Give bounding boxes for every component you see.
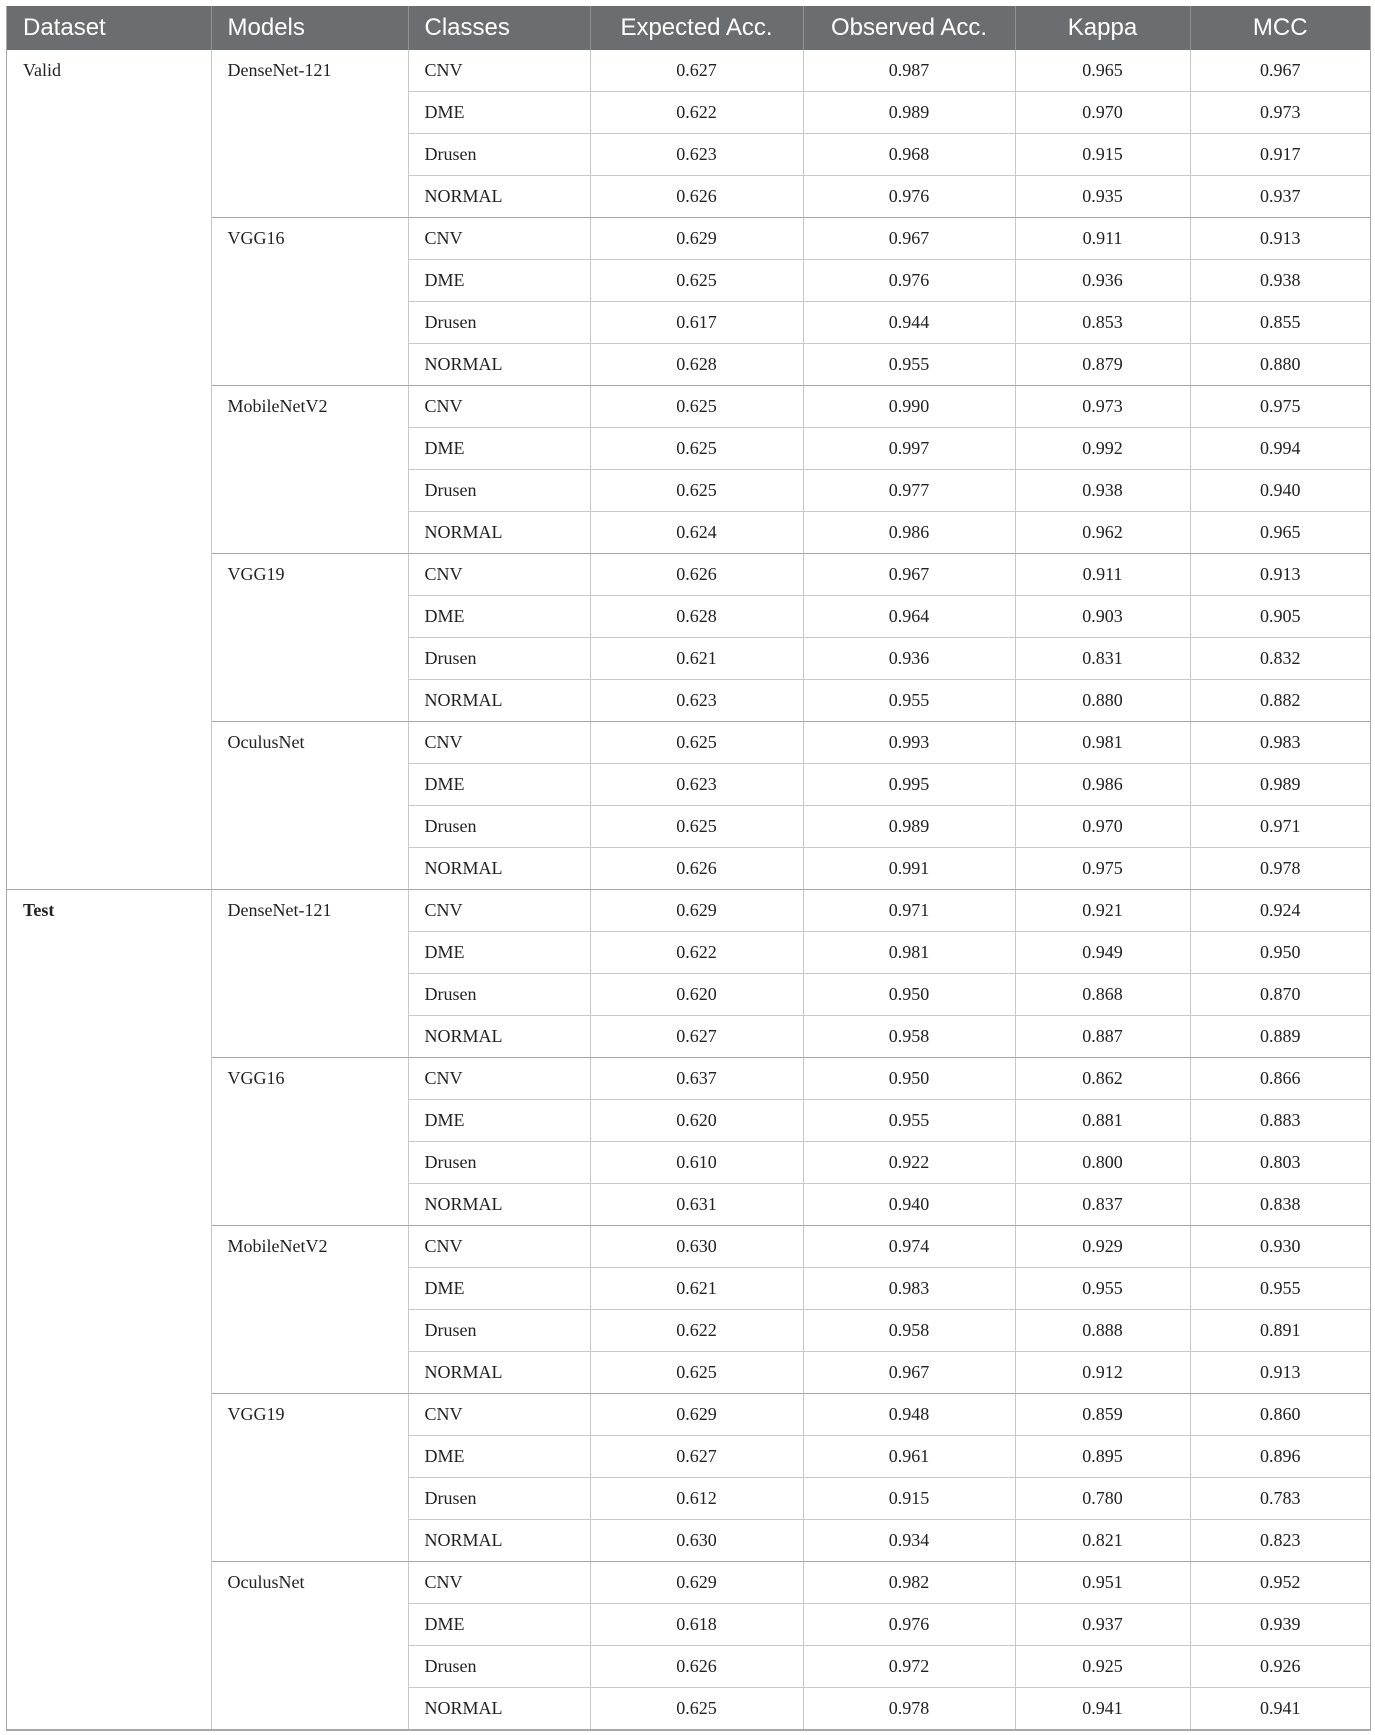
expected-acc-cell: 0.626 — [590, 554, 803, 596]
expected-acc-cell: 0.623 — [590, 134, 803, 176]
kappa-cell: 0.941 — [1015, 1688, 1190, 1730]
expected-acc-cell: 0.617 — [590, 302, 803, 344]
class-cell: CNV — [408, 1562, 590, 1604]
observed-acc-cell: 0.976 — [803, 1604, 1015, 1646]
expected-acc-cell: 0.621 — [590, 1268, 803, 1310]
class-cell: Drusen — [408, 302, 590, 344]
header-row — [7, 6, 1370, 50]
class-cell: CNV — [408, 1226, 590, 1268]
results-table-container — [6, 6, 1371, 1731]
class-cell: DME — [408, 260, 590, 302]
expected-acc-cell: 0.624 — [590, 512, 803, 554]
class-cell: Drusen — [408, 1478, 590, 1520]
header-expected-acc: Expected Acc. — [590, 6, 803, 50]
class-cell: CNV — [408, 890, 590, 932]
kappa-cell: 0.881 — [1015, 1100, 1190, 1142]
mcc-cell: 0.930 — [1190, 1226, 1370, 1268]
mcc-cell: 0.978 — [1190, 848, 1370, 890]
observed-acc-cell: 0.987 — [803, 50, 1015, 92]
mcc-cell: 0.783 — [1190, 1478, 1370, 1520]
model-cell: OculusNet — [211, 722, 408, 890]
kappa-cell: 0.915 — [1015, 134, 1190, 176]
expected-acc-cell: 0.622 — [590, 932, 803, 974]
observed-acc-cell: 0.964 — [803, 596, 1015, 638]
mcc-cell: 0.870 — [1190, 974, 1370, 1016]
class-cell: Drusen — [408, 1646, 590, 1688]
expected-acc-cell: 0.620 — [590, 1100, 803, 1142]
header-kappa: Kappa — [1015, 6, 1190, 50]
mcc-cell: 0.913 — [1190, 218, 1370, 260]
mcc-cell: 0.955 — [1190, 1268, 1370, 1310]
observed-acc-cell: 0.934 — [803, 1520, 1015, 1562]
mcc-cell: 0.823 — [1190, 1520, 1370, 1562]
expected-acc-cell: 0.630 — [590, 1226, 803, 1268]
class-cell: Drusen — [408, 974, 590, 1016]
mcc-cell: 0.952 — [1190, 1562, 1370, 1604]
mcc-cell: 0.973 — [1190, 92, 1370, 134]
observed-acc-cell: 0.978 — [803, 1688, 1015, 1730]
mcc-cell: 0.994 — [1190, 428, 1370, 470]
kappa-cell: 0.780 — [1015, 1478, 1190, 1520]
expected-acc-cell: 0.631 — [590, 1184, 803, 1226]
kappa-cell: 0.903 — [1015, 596, 1190, 638]
kappa-cell: 0.962 — [1015, 512, 1190, 554]
mcc-cell: 0.926 — [1190, 1646, 1370, 1688]
class-cell: Drusen — [408, 134, 590, 176]
kappa-cell: 0.921 — [1015, 890, 1190, 932]
kappa-cell: 0.837 — [1015, 1184, 1190, 1226]
expected-acc-cell: 0.629 — [590, 890, 803, 932]
class-cell: CNV — [408, 722, 590, 764]
kappa-cell: 0.925 — [1015, 1646, 1190, 1688]
mcc-cell: 0.917 — [1190, 134, 1370, 176]
kappa-cell: 0.895 — [1015, 1436, 1190, 1478]
class-cell: NORMAL — [408, 1352, 590, 1394]
kappa-cell: 0.831 — [1015, 638, 1190, 680]
observed-acc-cell: 0.940 — [803, 1184, 1015, 1226]
observed-acc-cell: 0.936 — [803, 638, 1015, 680]
class-cell: NORMAL — [408, 176, 590, 218]
header-models: Models — [211, 6, 408, 50]
kappa-cell: 0.951 — [1015, 1562, 1190, 1604]
expected-acc-cell: 0.622 — [590, 92, 803, 134]
class-cell: Drusen — [408, 638, 590, 680]
kappa-cell: 0.859 — [1015, 1394, 1190, 1436]
kappa-cell: 0.911 — [1015, 554, 1190, 596]
class-cell: NORMAL — [408, 848, 590, 890]
expected-acc-cell: 0.625 — [590, 1352, 803, 1394]
observed-acc-cell: 0.958 — [803, 1016, 1015, 1058]
kappa-cell: 0.986 — [1015, 764, 1190, 806]
class-cell: DME — [408, 1604, 590, 1646]
class-cell: Drusen — [408, 1310, 590, 1352]
mcc-cell: 0.937 — [1190, 176, 1370, 218]
expected-acc-cell: 0.626 — [590, 1646, 803, 1688]
expected-acc-cell: 0.625 — [590, 260, 803, 302]
dataset-cell: Valid — [7, 50, 211, 890]
expected-acc-cell: 0.629 — [590, 218, 803, 260]
expected-acc-cell: 0.627 — [590, 1016, 803, 1058]
mcc-cell: 0.983 — [1190, 722, 1370, 764]
expected-acc-cell: 0.612 — [590, 1478, 803, 1520]
expected-acc-cell: 0.625 — [590, 806, 803, 848]
expected-acc-cell: 0.625 — [590, 722, 803, 764]
observed-acc-cell: 0.976 — [803, 176, 1015, 218]
observed-acc-cell: 0.990 — [803, 386, 1015, 428]
expected-acc-cell: 0.637 — [590, 1058, 803, 1100]
mcc-cell: 0.891 — [1190, 1310, 1370, 1352]
class-cell: CNV — [408, 218, 590, 260]
model-cell: VGG16 — [211, 218, 408, 386]
observed-acc-cell: 0.948 — [803, 1394, 1015, 1436]
kappa-cell: 0.992 — [1015, 428, 1190, 470]
kappa-cell: 0.949 — [1015, 932, 1190, 974]
class-cell: DME — [408, 428, 590, 470]
kappa-cell: 0.800 — [1015, 1142, 1190, 1184]
model-cell: DenseNet-121 — [211, 890, 408, 1058]
table-row — [7, 1394, 1370, 1436]
mcc-cell: 0.975 — [1190, 386, 1370, 428]
observed-acc-cell: 0.967 — [803, 218, 1015, 260]
class-cell: NORMAL — [408, 1688, 590, 1730]
header-mcc: MCC — [1190, 6, 1370, 50]
observed-acc-cell: 0.955 — [803, 1100, 1015, 1142]
expected-acc-cell: 0.620 — [590, 974, 803, 1016]
observed-acc-cell: 0.950 — [803, 1058, 1015, 1100]
kappa-cell: 0.879 — [1015, 344, 1190, 386]
expected-acc-cell: 0.630 — [590, 1520, 803, 1562]
mcc-cell: 0.803 — [1190, 1142, 1370, 1184]
model-cell: OculusNet — [211, 1562, 408, 1730]
observed-acc-cell: 0.955 — [803, 680, 1015, 722]
table-row — [7, 218, 1370, 260]
model-cell: MobileNetV2 — [211, 386, 408, 554]
mcc-cell: 0.889 — [1190, 1016, 1370, 1058]
class-cell: NORMAL — [408, 1520, 590, 1562]
kappa-cell: 0.911 — [1015, 218, 1190, 260]
observed-acc-cell: 0.981 — [803, 932, 1015, 974]
kappa-cell: 0.975 — [1015, 848, 1190, 890]
expected-acc-cell: 0.627 — [590, 1436, 803, 1478]
expected-acc-cell: 0.625 — [590, 1688, 803, 1730]
mcc-cell: 0.832 — [1190, 638, 1370, 680]
observed-acc-cell: 0.971 — [803, 890, 1015, 932]
mcc-cell: 0.940 — [1190, 470, 1370, 512]
observed-acc-cell: 0.958 — [803, 1310, 1015, 1352]
table-row — [7, 722, 1370, 764]
observed-acc-cell: 0.977 — [803, 470, 1015, 512]
class-cell: NORMAL — [408, 1184, 590, 1226]
model-cell: VGG19 — [211, 554, 408, 722]
expected-acc-cell: 0.618 — [590, 1604, 803, 1646]
observed-acc-cell: 0.967 — [803, 1352, 1015, 1394]
expected-acc-cell: 0.629 — [590, 1562, 803, 1604]
expected-acc-cell: 0.623 — [590, 680, 803, 722]
mcc-cell: 0.860 — [1190, 1394, 1370, 1436]
class-cell: DME — [408, 764, 590, 806]
expected-acc-cell: 0.623 — [590, 764, 803, 806]
kappa-cell: 0.853 — [1015, 302, 1190, 344]
kappa-cell: 0.821 — [1015, 1520, 1190, 1562]
model-cell: DenseNet-121 — [211, 50, 408, 218]
observed-acc-cell: 0.986 — [803, 512, 1015, 554]
kappa-cell: 0.929 — [1015, 1226, 1190, 1268]
class-cell: Drusen — [408, 1142, 590, 1184]
table-row — [7, 890, 1370, 932]
header-observed-acc: Observed Acc. — [803, 6, 1015, 50]
class-cell: NORMAL — [408, 680, 590, 722]
mcc-cell: 0.989 — [1190, 764, 1370, 806]
observed-acc-cell: 0.989 — [803, 806, 1015, 848]
class-cell: NORMAL — [408, 512, 590, 554]
mcc-cell: 0.967 — [1190, 50, 1370, 92]
mcc-cell: 0.896 — [1190, 1436, 1370, 1478]
class-cell: DME — [408, 596, 590, 638]
expected-acc-cell: 0.621 — [590, 638, 803, 680]
observed-acc-cell: 0.950 — [803, 974, 1015, 1016]
observed-acc-cell: 0.972 — [803, 1646, 1015, 1688]
mcc-cell: 0.913 — [1190, 1352, 1370, 1394]
expected-acc-cell: 0.628 — [590, 596, 803, 638]
mcc-cell: 0.838 — [1190, 1184, 1370, 1226]
observed-acc-cell: 0.974 — [803, 1226, 1015, 1268]
observed-acc-cell: 0.976 — [803, 260, 1015, 302]
header-classes: Classes — [408, 6, 590, 50]
observed-acc-cell: 0.961 — [803, 1436, 1015, 1478]
results-table — [7, 6, 1370, 1730]
observed-acc-cell: 0.991 — [803, 848, 1015, 890]
kappa-cell: 0.880 — [1015, 680, 1190, 722]
mcc-cell: 0.950 — [1190, 932, 1370, 974]
kappa-cell: 0.955 — [1015, 1268, 1190, 1310]
table-row — [7, 1226, 1370, 1268]
model-cell: VGG19 — [211, 1394, 408, 1562]
expected-acc-cell: 0.628 — [590, 344, 803, 386]
class-cell: DME — [408, 1268, 590, 1310]
mcc-cell: 0.924 — [1190, 890, 1370, 932]
kappa-cell: 0.887 — [1015, 1016, 1190, 1058]
expected-acc-cell: 0.625 — [590, 470, 803, 512]
class-cell: CNV — [408, 386, 590, 428]
observed-acc-cell: 0.955 — [803, 344, 1015, 386]
observed-acc-cell: 0.982 — [803, 1562, 1015, 1604]
kappa-cell: 0.868 — [1015, 974, 1190, 1016]
mcc-cell: 0.913 — [1190, 554, 1370, 596]
observed-acc-cell: 0.993 — [803, 722, 1015, 764]
class-cell: DME — [408, 92, 590, 134]
mcc-cell: 0.938 — [1190, 260, 1370, 302]
class-cell: CNV — [408, 1394, 590, 1436]
kappa-cell: 0.888 — [1015, 1310, 1190, 1352]
table-row — [7, 50, 1370, 92]
table-row — [7, 554, 1370, 596]
class-cell: CNV — [408, 50, 590, 92]
observed-acc-cell: 0.968 — [803, 134, 1015, 176]
mcc-cell: 0.855 — [1190, 302, 1370, 344]
kappa-cell: 0.938 — [1015, 470, 1190, 512]
mcc-cell: 0.965 — [1190, 512, 1370, 554]
table-body — [7, 50, 1370, 1730]
mcc-cell: 0.939 — [1190, 1604, 1370, 1646]
kappa-cell: 0.912 — [1015, 1352, 1190, 1394]
expected-acc-cell: 0.625 — [590, 386, 803, 428]
expected-acc-cell: 0.622 — [590, 1310, 803, 1352]
observed-acc-cell: 0.989 — [803, 92, 1015, 134]
table-header — [7, 6, 1370, 50]
class-cell: CNV — [408, 1058, 590, 1100]
observed-acc-cell: 0.997 — [803, 428, 1015, 470]
observed-acc-cell: 0.967 — [803, 554, 1015, 596]
kappa-cell: 0.981 — [1015, 722, 1190, 764]
mcc-cell: 0.905 — [1190, 596, 1370, 638]
mcc-cell: 0.882 — [1190, 680, 1370, 722]
observed-acc-cell: 0.915 — [803, 1478, 1015, 1520]
kappa-cell: 0.970 — [1015, 806, 1190, 848]
kappa-cell: 0.937 — [1015, 1604, 1190, 1646]
expected-acc-cell: 0.629 — [590, 1394, 803, 1436]
class-cell: Drusen — [408, 470, 590, 512]
kappa-cell: 0.935 — [1015, 176, 1190, 218]
mcc-cell: 0.971 — [1190, 806, 1370, 848]
class-cell: DME — [408, 932, 590, 974]
class-cell: NORMAL — [408, 344, 590, 386]
mcc-cell: 0.941 — [1190, 1688, 1370, 1730]
kappa-cell: 0.970 — [1015, 92, 1190, 134]
mcc-cell: 0.866 — [1190, 1058, 1370, 1100]
expected-acc-cell: 0.627 — [590, 50, 803, 92]
kappa-cell: 0.936 — [1015, 260, 1190, 302]
kappa-cell: 0.973 — [1015, 386, 1190, 428]
mcc-cell: 0.880 — [1190, 344, 1370, 386]
class-cell: DME — [408, 1436, 590, 1478]
observed-acc-cell: 0.922 — [803, 1142, 1015, 1184]
class-cell: CNV — [408, 554, 590, 596]
model-cell: VGG16 — [211, 1058, 408, 1226]
kappa-cell: 0.862 — [1015, 1058, 1190, 1100]
model-cell: MobileNetV2 — [211, 1226, 408, 1394]
observed-acc-cell: 0.995 — [803, 764, 1015, 806]
expected-acc-cell: 0.626 — [590, 848, 803, 890]
observed-acc-cell: 0.944 — [803, 302, 1015, 344]
class-cell: NORMAL — [408, 1016, 590, 1058]
header-dataset: Dataset — [7, 6, 211, 50]
expected-acc-cell: 0.610 — [590, 1142, 803, 1184]
class-cell: Drusen — [408, 806, 590, 848]
mcc-cell: 0.883 — [1190, 1100, 1370, 1142]
dataset-cell: Test — [7, 890, 211, 1730]
class-cell: DME — [408, 1100, 590, 1142]
expected-acc-cell: 0.626 — [590, 176, 803, 218]
expected-acc-cell: 0.625 — [590, 428, 803, 470]
table-row — [7, 386, 1370, 428]
kappa-cell: 0.965 — [1015, 50, 1190, 92]
table-row — [7, 1562, 1370, 1604]
table-row — [7, 1058, 1370, 1100]
observed-acc-cell: 0.983 — [803, 1268, 1015, 1310]
